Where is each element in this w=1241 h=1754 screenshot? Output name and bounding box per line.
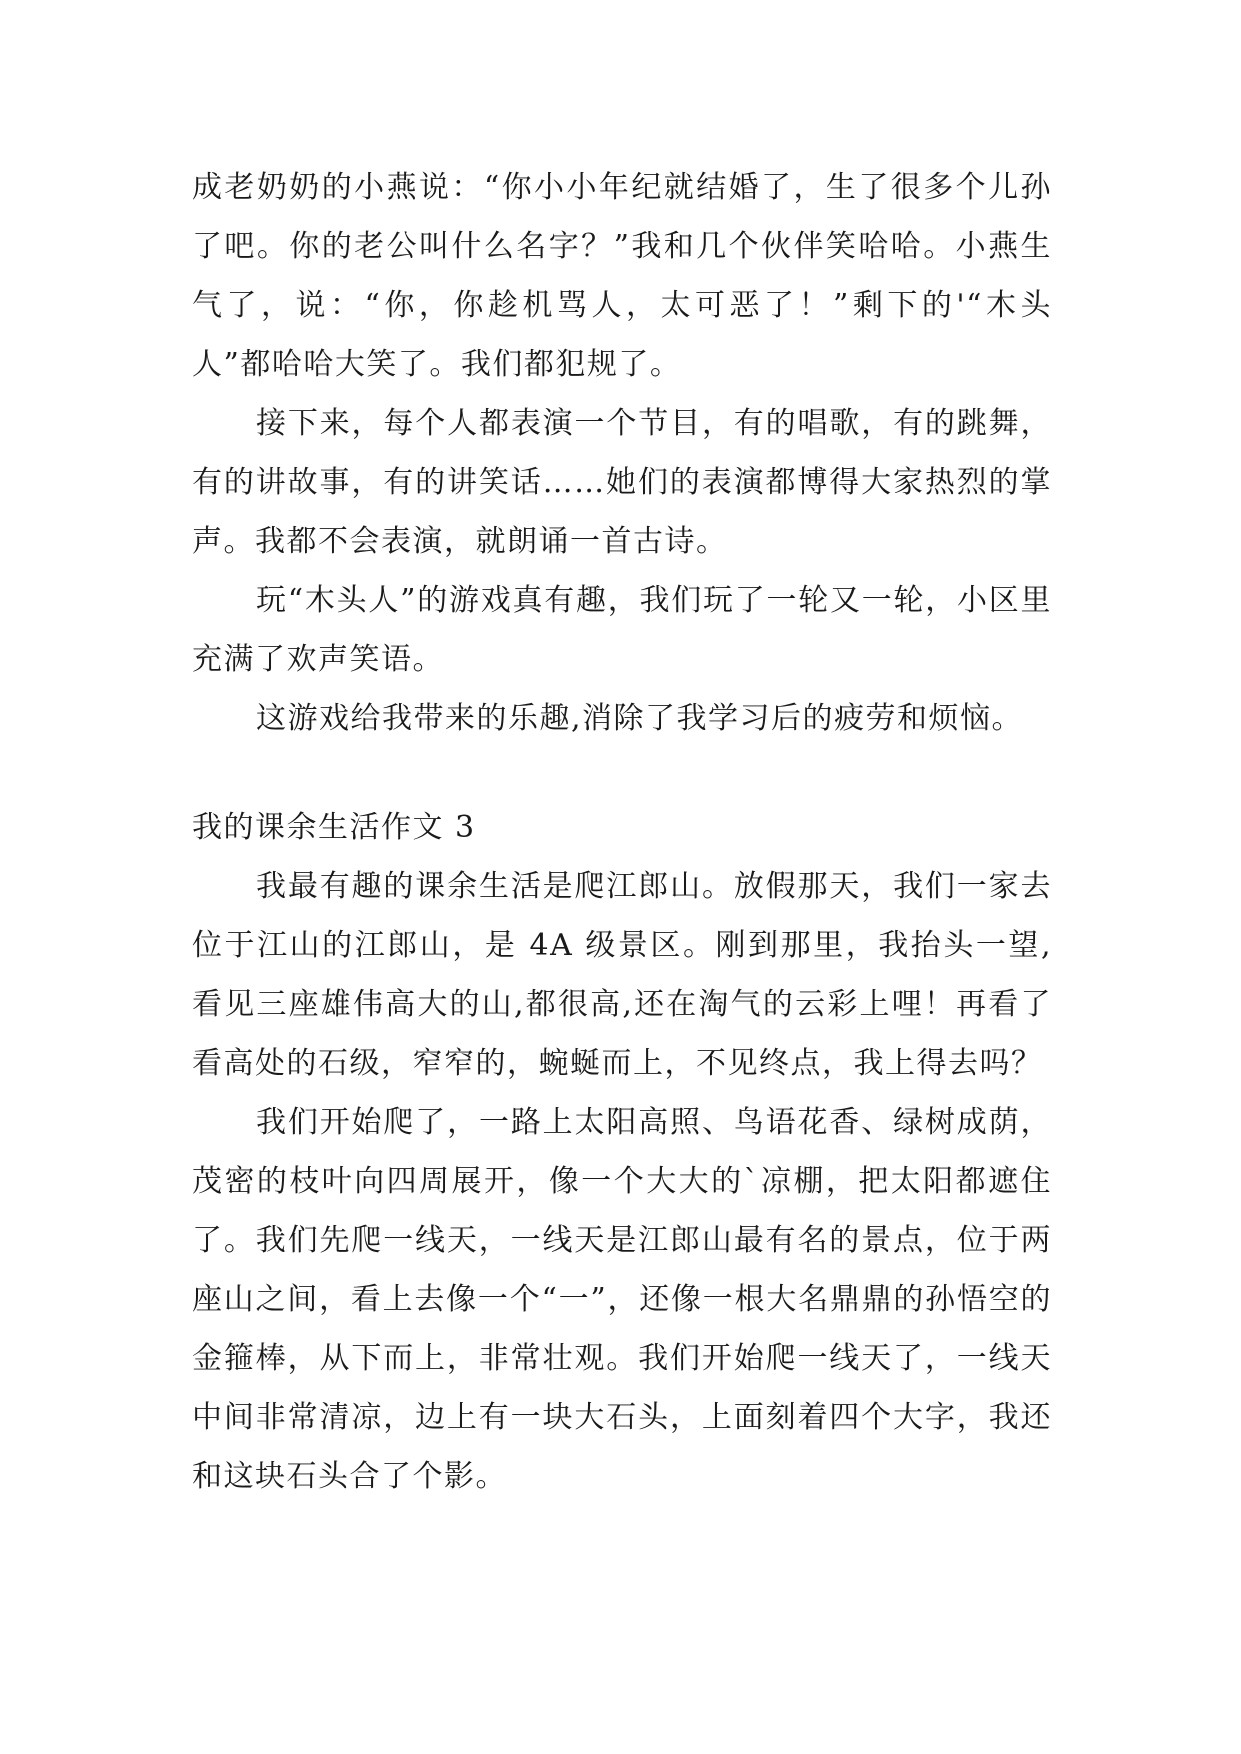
- essay-3-body: [192, 857, 1052, 1506]
- essay-3-title: 我的课余生活作文 3: [192, 810, 476, 845]
- paragraph-dialogue: 成老奶奶的小燕说：“你小小年纪就结婚了，生了很多个儿孙了吧。你的老公叫什么名字？”我和几个伙伴笑哈哈。小燕生气了，说：“你，你趁机骂人，太可恶了！”剩下的'“木头人”都哈哈大笑了。我们都犯规了。: [192, 170, 1052, 382]
- paragraph-climbing: 我们开始爬了，一路上太阳高照、鸟语花香、绿树成荫，茂密的枝叶向四周展开，像一个大大的`凉棚，把太阳都遮住了。我们先爬一线天，一线天是江郎山最有名的景点，位于两座山之间，看上去像一个“一”，还像一根大名鼎鼎的孙悟空的金箍棒，从下而上，非常壮观。我们开始爬一线天了，一线天中间非常清凉，边上有一块大石头，上面刻着四个大字，我还和这块石头合了个影。: [192, 1105, 1052, 1494]
- paragraph-mountain-intro: 我最有趣的课余生活是爬江郎山。放假那天，我们一家去位于江山的江郎山，是 4A 级景区。刚到那里，我抬头一望,看见三座雄伟高大的山,都很高,还在淘气的云彩上哩！再看了看高处的石级，窄窄的，蜿蜒而上，不见终点，我上得去吗？: [192, 869, 1052, 1081]
- paragraph-fun-game: 玩“木头人”的游戏真有趣，我们玩了一轮又一轮，小区里充满了欢声笑语。: [192, 583, 1052, 677]
- paragraph-performances: 接下来，每个人都表演一个节目，有的唱歌，有的跳舞，有的讲故事，有的讲笑话……她们的表演都博得大家热烈的掌声。我都不会表演，就朗诵一首古诗。: [192, 406, 1052, 559]
- essay-section-continued: [192, 158, 1052, 748]
- paragraph-conclusion: 这游戏给我带来的乐趣,消除了我学习后的疲劳和烦恼。: [256, 701, 1024, 736]
